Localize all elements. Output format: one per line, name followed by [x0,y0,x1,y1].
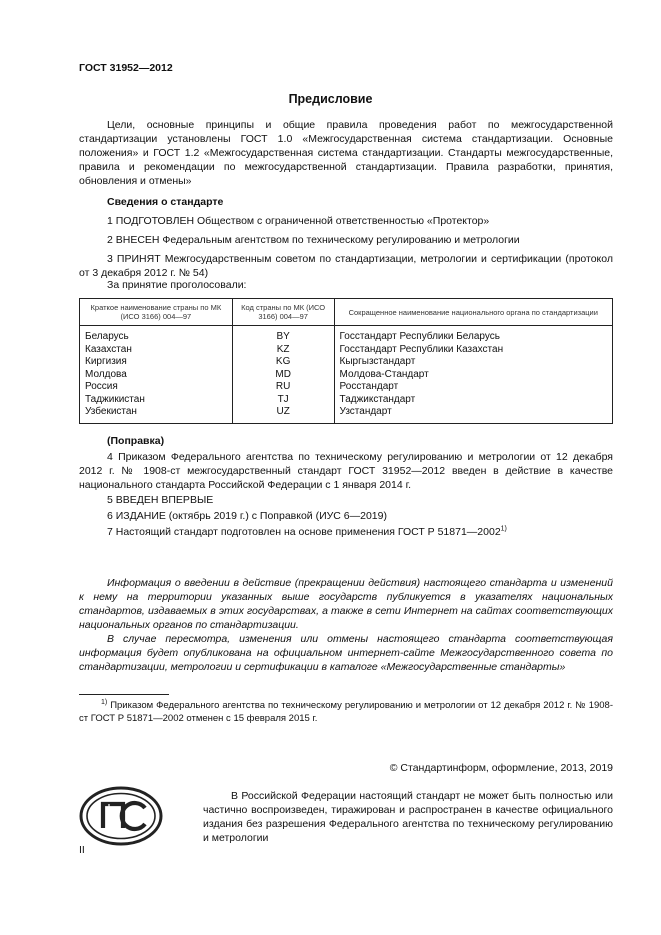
code-cell: UZ [232,406,334,423]
country-cell: Беларусь [80,326,233,344]
item-submitted [79,233,613,247]
body-cell: Госстандарт Республики Беларусь [334,326,612,344]
item-first-introduced [79,493,613,507]
column-header-code: Код страны по МК (ИСО 3166) 004—97 [232,299,334,326]
voting-states-table [79,298,613,424]
item-order-text: 4 Приказом Федерального агентства по техническому регулированию и метрологии от 12 декабря 2012 г. № 1908-ст межгосударственный стандарт ГОСТ 31952—2012 введен в действие в качестве национального стандарта Российской Федерации с 1 января 2014 г. [79,451,613,491]
item-basis-line [79,525,613,539]
intro-paragraph [79,118,613,188]
country-cell: Казахстан [80,344,233,357]
table-row [80,356,613,369]
country-cell: Узбекистан [80,406,233,423]
table-row [80,344,613,357]
footnote [79,699,613,725]
reproduction-notice: В Российской Федерации настоящий стандарт не может быть полностью или частично воспроизведен, тиражирован и распространен в качестве официального издания без разрешения Федерального агентства по техническому регулированию и метрологии [203,790,613,844]
publication-info [79,576,613,674]
body-cell: Молдова-Стандарт [334,369,612,382]
country-cell: Таджикистан [80,394,233,407]
footnote-divider [79,694,169,695]
item-adopted [79,252,613,280]
correction-label: (Поправка) [107,435,165,447]
standard-info-heading: Сведения о стандарте [107,196,224,208]
copyright-line: © Стандартинформ, оформление, 2013, 2019 [389,762,613,774]
column-header-country: Краткое наименование страны по МК (ИСО 3166) 004—97 [80,299,233,326]
body-cell: Росстандарт [334,381,612,394]
table-row [80,381,613,394]
footnote-text: Приказом Федерального агентства по техническому регулированию и метрологии от 12 декабря 2012 г. № 1908-ст ГОСТ Р 51871—2002 отменен с 15 февраля 2015 г. [79,700,613,724]
code-cell: MD [232,369,334,382]
table-row [80,326,613,344]
page-title: Предисловие [288,92,373,106]
intro-text: Цели, основные принципы и общие правила проведения работ по межгосударственной стандартизации установлены ГОСТ 1.0 «Межгосударственная система стандартизации. Основные положения» и ГОСТ 1.2 «Межгосударственная система стандартизации. Стандарты межгосударственные, правила и рекомендации по межгосударственной стандартизации. Правила разработки, принятия, обновления и отмены» [79,119,613,187]
voted-label: За принятие проголосовали: [107,279,247,291]
body-cell: Таджикстандарт [334,394,612,407]
body-cell: Узстандарт [334,406,612,423]
item-edition [79,509,613,523]
item-prepared-text: 1 ПОДГОТОВЛЕН Обществом с ограниченной ответственностью «Протектор» [107,215,490,227]
item-first-introduced-text: 5 ВВЕДЕН ВПЕРВЫЕ [107,494,214,506]
item-adopted-text: 3 ПРИНЯТ Межгосударственным советом по стандартизации, метрологии и сертификации (протокол от 3 декабря 2012 г. № 54) [79,253,613,279]
table-row [80,369,613,382]
table-row [80,406,613,423]
code-cell: KZ [232,344,334,357]
item-edition-text: 6 ИЗДАНИЕ (октябрь 2019 г.) с Поправкой (ИУС 6—2019) [107,510,387,522]
country-cell: Киргизия [80,356,233,369]
table-header-row [80,299,613,326]
item-order [79,450,613,492]
code-cell: TJ [232,394,334,407]
code-cell: KG [232,356,334,369]
item-basis-text: 7 Настоящий стандарт подготовлен на основе применения ГОСТ Р 51871—2002 [107,526,501,538]
publication-info-text: Информация о введении в действие (прекращении действия) настоящего стандарта и изменений к нему на территории указанных выше государств публикуется в указателях национальных стандартов, издаваемых в этих государствах, а также в сети Интернет на сайтах соответствующих национальных органов по стандартизации. [79,577,613,631]
code-cell: BY [232,326,334,344]
body-cell: Госстандарт Республики Казахстан [334,344,612,357]
page-number: II [79,844,85,856]
column-header-body: Сокращенное наименование национального органа по стандартизации [334,299,612,326]
footnote-reference[interactable]: 1) [500,525,507,533]
body-cell: Кыргызстандарт [334,356,612,369]
footnote-mark: 1) [101,698,108,706]
country-cell: Молдова [80,369,233,382]
item-basis [79,525,613,539]
item-submitted-text: 2 ВНЕСЕН Федеральным агентством по техническому регулированию и метрологии [107,234,520,246]
revision-info-text: В случае пересмотра, изменения или отмены настоящего стандарта соответствующая информация будет опубликована на официальном интернет-сайте Межгосударственного совета по стандартизации, метрологии и сертификации в каталоге «Межгосударственные стандарты» [79,633,613,673]
table-row [80,394,613,407]
document-code-header: ГОСТ 31952—2012 [79,62,173,74]
code-cell: RU [232,381,334,394]
pct-certification-mark-icon [79,786,163,846]
country-cell: Россия [80,381,233,394]
item-prepared [79,214,613,228]
